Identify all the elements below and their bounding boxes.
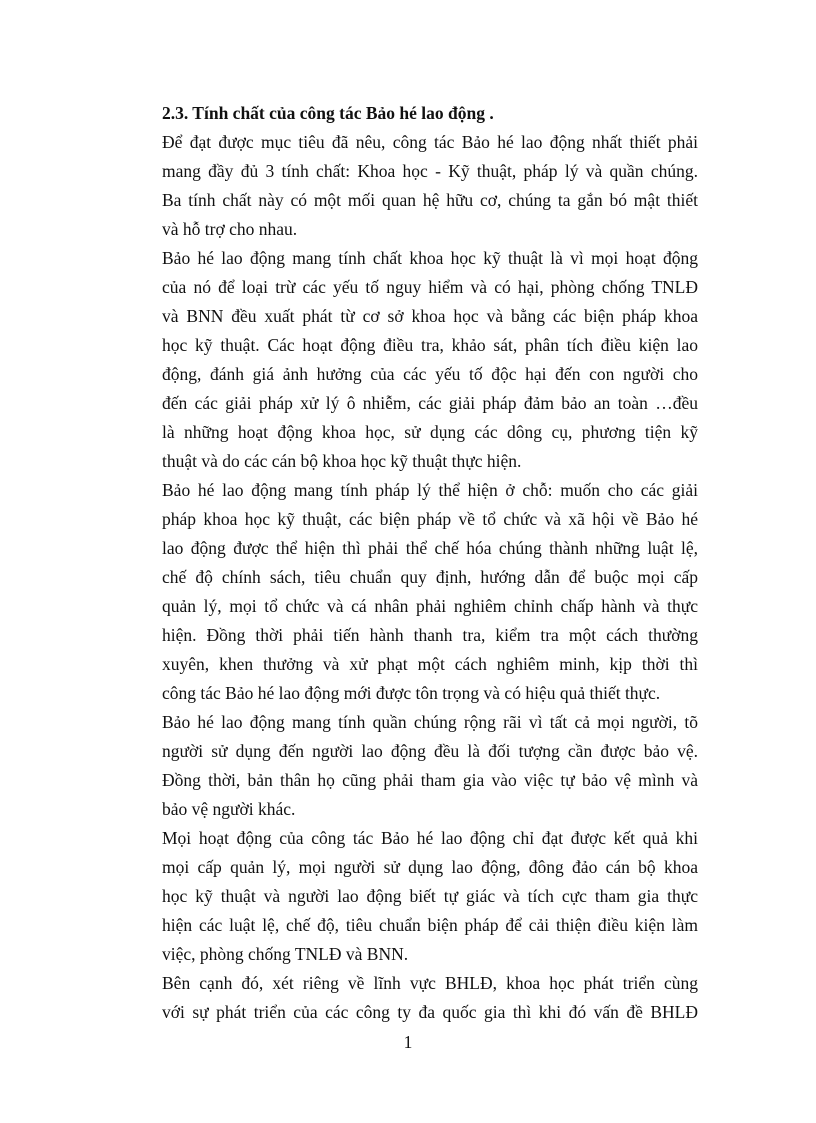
- page-number: 1: [403, 1032, 413, 1052]
- text-line: Bảo hé lao động mang tính quần chúng rộng rãi vì tất cả mọi người, tõ: [162, 712, 698, 732]
- text-line: mọi cấp quản lý, mọi người sử dụng lao động, đông đảo cán bộ khoa: [162, 857, 698, 877]
- text-line: hiện. Đồng thời phải tiến hành thanh tra, kiểm tra một cách thường: [162, 625, 698, 645]
- text-line: học kỹ thuật và người lao động biết tự giác và tích cực tham gia thực: [162, 886, 698, 906]
- text-line: Mọi hoạt động của công tác Bảo hé lao động chỉ đạt được kết quả khi: [162, 828, 698, 848]
- text-line: với sự phát triển của các công ty đa quốc gia thì khi đó vấn đề BHLĐ: [162, 1002, 698, 1022]
- page-content: [162, 99, 698, 1027]
- section-heading: 2.3. Tính chất của công tác Bảo hé lao động .: [162, 103, 494, 123]
- text-line: chế độ chính sách, tiêu chuẩn quy định, hướng dẫn để buộc mọi cấp: [162, 567, 698, 587]
- text-line: và BNN đều xuất phát từ cơ sở khoa học và bằng các biện pháp khoa: [162, 306, 698, 326]
- paragraph: [162, 128, 698, 244]
- body-text: [162, 128, 698, 1027]
- text-line: Bên cạnh đó, xét riêng về lĩnh vực BHLĐ, khoa học phát triển cùng: [162, 973, 698, 993]
- text-line: xuyên, khen thưởng và xử phạt một cách nghiêm minh, kịp thời thì: [162, 654, 698, 674]
- text-line: công tác Bảo hé lao động mới được tôn trọng và có hiệu quả thiết thực.: [162, 683, 661, 703]
- text-line: là những hoạt động khoa học, sử dụng các dông cụ, phương tiện kỹ: [162, 422, 698, 442]
- paragraph: [162, 824, 698, 969]
- text-line: Ba tính chất này có một mối quan hệ hữu cơ, chúng ta gắn bó mật thiết: [162, 190, 698, 210]
- text-line: mang đầy đủ 3 tính chất: Khoa học - Kỹ thuật, pháp lý và quần chúng.: [162, 161, 698, 181]
- text-line: Đồng thời, bản thân họ cũng phải tham gia vào việc tự bảo vệ mình và: [162, 770, 698, 790]
- text-line: bảo vệ người khác.: [162, 799, 296, 819]
- text-line: Bảo hé lao động mang tính chất khoa học kỹ thuật là vì mọi hoạt động: [162, 248, 698, 268]
- text-line: của nó để loại trừ các yếu tố nguy hiểm và có hại, phòng chống TNLĐ: [162, 277, 698, 297]
- text-line: hiện các luật lệ, chế độ, tiêu chuẩn biện pháp để cải thiện điều kiện làm: [162, 915, 698, 935]
- paragraph: [162, 244, 698, 476]
- paragraph: [162, 476, 698, 708]
- text-line: Để đạt được mục tiêu đã nêu, công tác Bảo hé lao động nhất thiết phải: [162, 132, 698, 152]
- text-line: đến các giải pháp xử lý ô nhiễm, các giải pháp đảm bảo an toàn …đều: [162, 393, 698, 413]
- text-line: việc, phòng chống TNLĐ và BNN.: [162, 944, 409, 964]
- text-line: Bảo hé lao động mang tính pháp lý thể hiện ở chỗ: muốn cho các giải: [162, 480, 698, 500]
- text-line: và hỗ trợ cho nhau.: [162, 219, 298, 239]
- text-line: học kỹ thuật. Các hoạt động điều tra, khảo sát, phân tích điều kiện lao: [162, 335, 698, 355]
- text-line: pháp khoa học kỹ thuật, các biện pháp về tổ chức và xã hội về Bảo hé: [162, 509, 698, 529]
- text-line: lao động được thể hiện thì phải thể chế hóa chúng thành những luật lệ,: [162, 538, 698, 558]
- text-line: động, đánh giá ảnh hưởng của các yếu tố độc hại đến con người cho: [162, 364, 698, 384]
- text-line: người sử dụng đến người lao động đều là đối tượng cần được bảo vệ.: [162, 741, 698, 761]
- text-line: thuật và do các cán bộ khoa học kỹ thuật thực hiện.: [162, 451, 522, 471]
- text-line: quản lý, mọi tổ chức và cá nhân phải nghiêm chỉnh chấp hành và thực: [162, 596, 698, 616]
- paragraph: [162, 708, 698, 824]
- paragraph: [162, 969, 698, 1027]
